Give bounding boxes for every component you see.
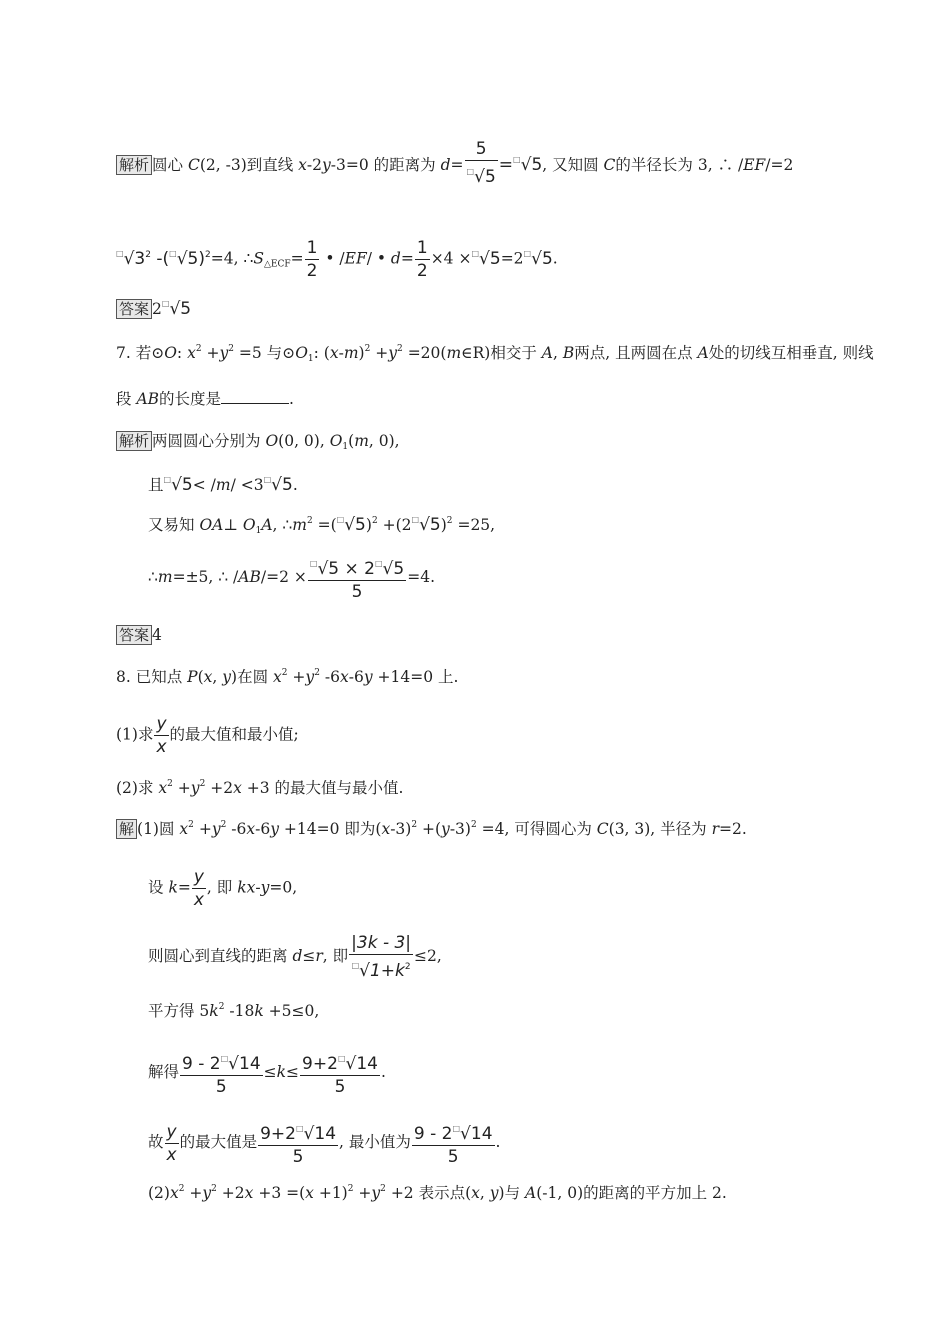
fraction: $\frac{|3k - 3|}{^□√1+k^2}$	[351, 933, 412, 981]
radical: □√5	[471, 248, 501, 269]
s6-analysis-line1: 解析 圆心 C(2, -3)到直线 x-2y-3=0 的距离为 d= $\frac{5}{^□√5}$ =□√5, 又知圆 C的半径长为 3, ∴ /EF/=2	[116, 138, 793, 188]
q7-answer-line: 答案 4	[116, 624, 162, 646]
q8-solution-line6: 故 $\frac{y}{x}$ 的最大值是 $\frac{9+2^□√14}{5}$ , 最小值为 $\frac{9 - 2^□√14}{5}$ .	[148, 1118, 500, 1168]
q8-solution-line4: 平方得 $5k^2$ -18k +5≤0,	[148, 1002, 320, 1020]
fraction: $\frac{y}{x}$	[166, 1121, 177, 1165]
radical: □√5	[411, 515, 441, 535]
q7-analysis-line3: 又易知 OA⊥ $O_1A$, $\therefore m^2 =(^□√5)^2 +(2^□√5)^2 =25$,	[148, 515, 496, 536]
radical: $^□√3^2$ $-(^□√5)^2$	[116, 248, 211, 269]
q7-analysis-line4: ∴m=±5, ∴ /AB/=2 × $\frac{^□√5 \times 2^□√5}{5}$ =4.	[148, 553, 435, 603]
q7-question-line1: 7. 若⊙O: $x^2 +y^2 =5$ 与$⊙O_1$: $(x-m)^2 +y^2$ =20(m∈R)相交于 A, B两点, 且两圆在点 A处的切线互相垂直, 则线	[116, 344, 874, 364]
fraction: $\frac{1}{2}$	[306, 238, 318, 281]
radical: □√5	[336, 515, 366, 535]
q8-solution-line7: $(2)x^2 +y^2 +2x +3 =(x +1)^2 +y^2 +2$ 表示点(x, y)与 A(-1, 0)的距离的平方加上 2.	[148, 1184, 727, 1202]
radical: □√5	[161, 299, 192, 319]
q8-solution-line3: 则圆心到直线的距离 d≤r, 即 $\frac{|3k - 3|}{^□√1+k^2}$ ≤2,	[148, 933, 442, 981]
fraction: $\frac{y}{x}$	[156, 714, 167, 757]
radical: □√5	[513, 155, 543, 175]
solution-tag: 解	[116, 819, 137, 839]
fraction: $\frac{9 - 2^□√14}{5}$	[412, 1118, 495, 1168]
fraction: $\frac{9 - 2^□√14}{5}$	[180, 1048, 263, 1098]
fraction: $\frac{y}{x}$	[193, 867, 204, 910]
q8-question-line: 8. 已知点 P(x, y)在圆 $x^2 +y^2$ -6x-6y +14=0 上.	[116, 668, 459, 686]
q8-part2: (2)求 $x^2 +y^2 +2x +3$ 的最大值与最小值.	[116, 779, 404, 797]
analysis-tag: 解析	[116, 155, 152, 175]
q8-solution-line1: 解 (1)圆 $x^2 +y^2$ -6x-6y +14=0 即为$(x-3)^2 +(y-3)^2 =4$, 可得圆心为 C(3, 3), 半径为 r=2.	[116, 818, 747, 840]
radical: □√5	[523, 248, 553, 269]
q8-solution-line2: 设 k= $\frac{y}{x}$ , 即 kx-y=0,	[148, 867, 298, 910]
answer-tag: 答案	[116, 625, 152, 645]
radical: □√5	[163, 475, 193, 495]
q7-analysis-line1: 解析 两圆圆心分别为 O(0, 0), $O_1(m$, 0),	[116, 430, 400, 452]
answer-blank	[221, 389, 289, 404]
q8-part1: (1)求 $\frac{y}{x}$ 的最大值和最小值;	[116, 714, 299, 757]
answer-tag: 答案	[116, 299, 152, 319]
fraction: $\frac{^□√5 \times 2^□√5}{5}$	[308, 553, 406, 603]
q7-analysis-line2: 且□√5< /m/ <3□√5.	[148, 475, 298, 495]
radical: □√5	[263, 475, 293, 495]
fraction: $\frac{5}{^□√5}$	[466, 139, 496, 187]
analysis-tag: 解析	[116, 431, 152, 451]
fraction: $\frac{9+2^□√14}{5}$	[300, 1048, 380, 1098]
q7-question-line2: 段 AB的长度是 .	[116, 390, 294, 408]
fraction: $\frac{1}{2}$	[416, 238, 428, 281]
fraction: $\frac{9+2^□√14}{5}$	[258, 1118, 338, 1168]
s6-answer-line: 答案 2□√5	[116, 293, 191, 320]
q8-solution-line5: 解得 $\frac{9 - 2^□√14}{5}$ ≤k≤ $\frac{9+2^□√14}{5}$ .	[148, 1048, 386, 1098]
s6-analysis-line2: $^□√3^2$ $-(^□√5)^2=4$, $\therefore S_{\triangle ECF}=$ $\frac{1}{2}$ • /EF/ • d= $\frac{1}{2}$ ×4 ×□√5=2□√5.	[116, 238, 558, 281]
